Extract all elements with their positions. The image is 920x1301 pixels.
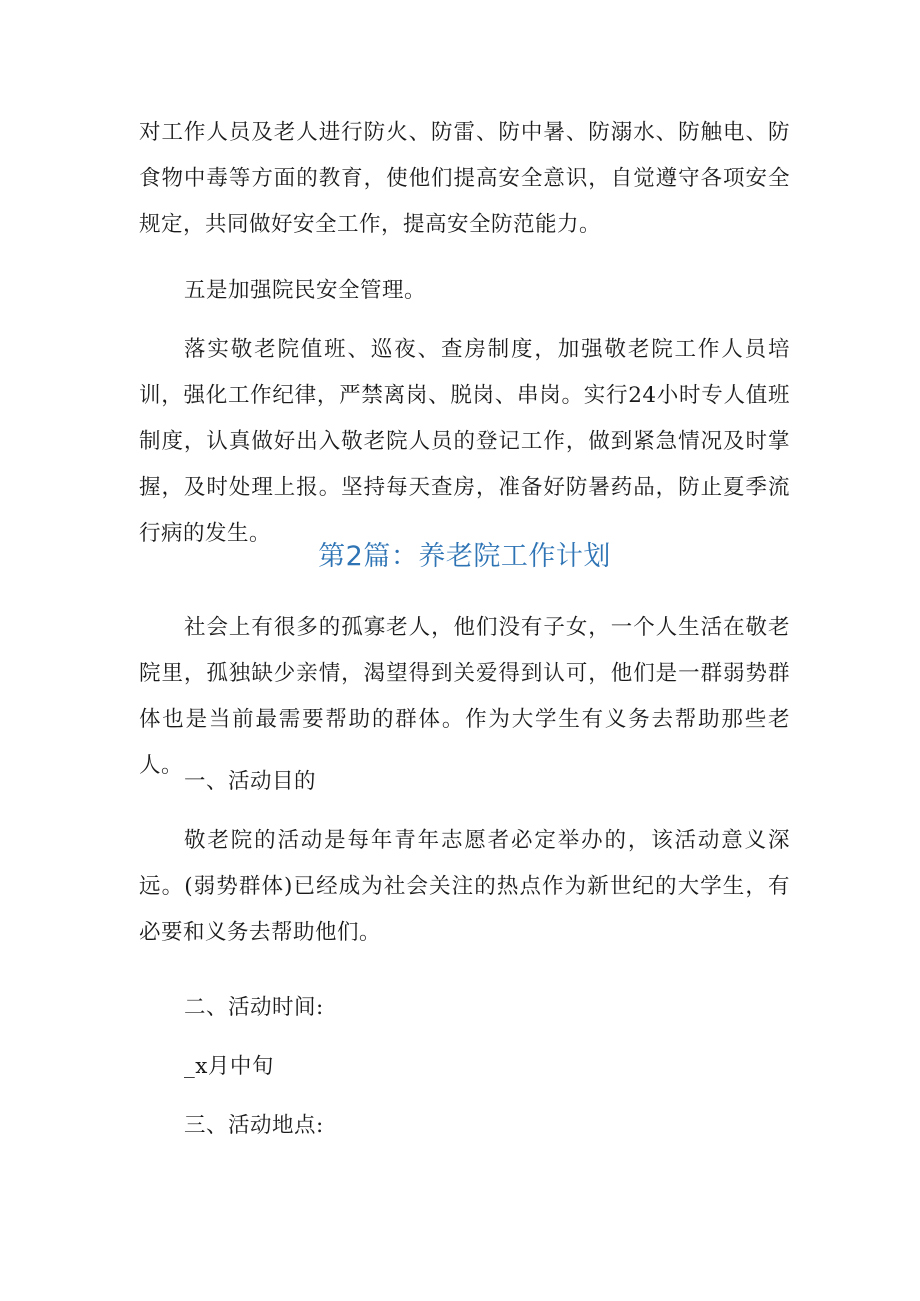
section-location-heading: 三、活动地点: — [184, 1113, 324, 1138]
paragraph-elderly-intro: 社会上有很多的孤寡老人，他们没有子女，一个人生活在敬老院里，孤独缺少亲情，渴望得到关爱得到认可，他们是一群弱势群体也是当前最需要帮助的群体。作为大学生有义务去帮助那些老人。 — [139, 615, 790, 778]
section-time-value: _x月中旬 — [184, 1054, 274, 1079]
item-five-heading: 五是加强院民安全管理。 — [184, 278, 427, 303]
chapter-title: 第2篇：养老院工作计划 — [318, 541, 611, 572]
section-time-heading: 二、活动时间: — [184, 995, 324, 1020]
paragraph-duty-management: 落实敬老院值班、巡夜、查房制度，加强敬老院工作人员培训，强化工作纪律，严禁离岗、脱岗、串岗。实行24小时专人值班制度，认真做好出入敬老院人员的登记工作，做到紧急情况及时掌握，及时处理上报。坚持每天查房，准备好防暑药品，防止夏季流行病的发生。 — [139, 337, 790, 546]
section-purpose-heading: 一、活动目的 — [184, 769, 317, 794]
paragraph-purpose: 敬老院的活动是每年青年志愿者必定举办的，该活动意义深远。(弱势群体)已经成为社会关注的热点作为新世纪的大学生，有必要和义务去帮助他们。 — [139, 828, 790, 945]
paragraph-safety-education: 对工作人员及老人进行防火、防雷、防中暑、防溺水、防触电、防食物中毒等方面的教育，使他们提高安全意识，自觉遵守各项安全规定，共同做好安全工作，提高安全防范能力。 — [139, 120, 790, 237]
